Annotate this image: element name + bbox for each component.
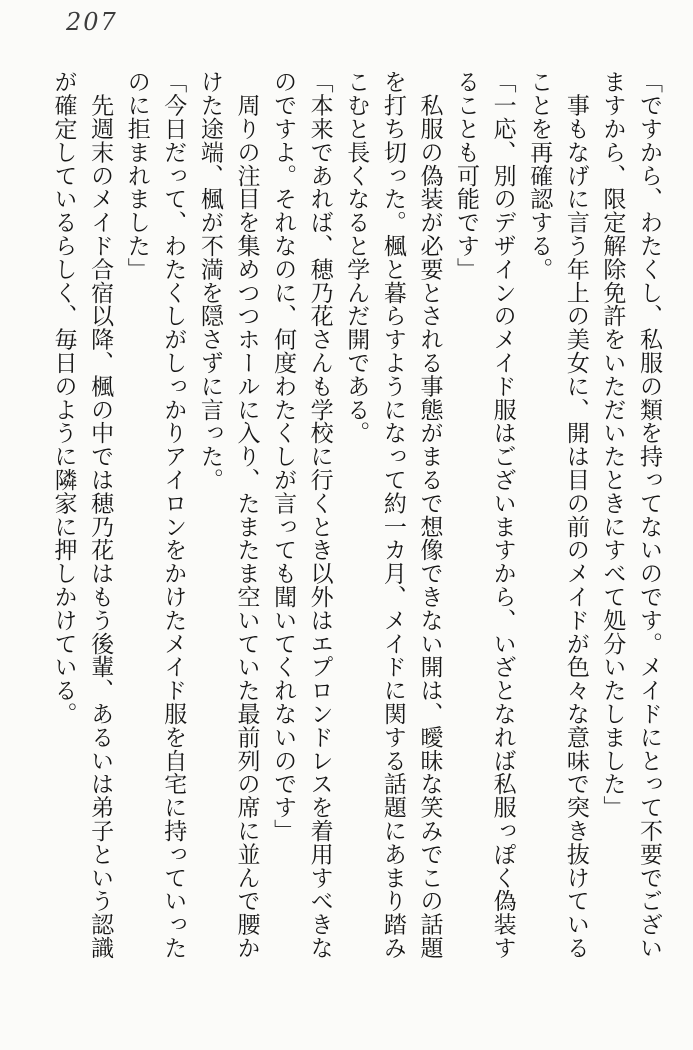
text-column: のですよ。それなのに、何度わたくしが言っても聞いてくれないのです」 — [270, 70, 297, 843]
text-block — [45, 70, 667, 966]
text-column: 事もなげに言う年上の美女に、開は目の前のメイドが色々な意味で突き抜けている — [562, 70, 589, 960]
text-column: が確定しているらしく、毎日のように隣家に押しかけている。 — [50, 70, 77, 726]
page-number: 207 — [66, 8, 118, 36]
text-column: ますから、限定解除免許をいただいたときにすべて処分いたしました」 — [599, 70, 626, 819]
text-column: 「本来であれば、穂乃花さんも学校に行くとき以外はエプロンドレスを着用すべきな — [306, 70, 333, 960]
text-column: こむと長くなると学んだ開である。 — [343, 70, 370, 445]
text-column: ことを再確認する。 — [526, 70, 553, 281]
text-column: 私服の偽装が必要とされる事態がまるで想像できない開は、曖昧な笑みでこの話題 — [416, 70, 443, 960]
text-column: 「ですから、わたくし、私服の類を持ってないのです。メイドにとって不要でござい — [636, 70, 662, 960]
text-column: ることも可能です」 — [453, 70, 480, 281]
text-column: けた途端、楓が不満を隠さずに言った。 — [196, 70, 223, 492]
text-column: 先週末のメイド合宿以降、楓の中では穂乃花はもう後輩、あるいは弟子という認識 — [87, 70, 114, 960]
text-column: を打ち切った。楓と暮らすようになって約一カ月、メイドに関する話題にあまり踏み — [379, 70, 406, 960]
text-column: 周りの注目を集めつつホールに入り、たまたま空いていた最前列の席に並んで腰か — [233, 70, 260, 960]
text-column: 「今日だって、わたくしがしっかりアイロンをかけたメイド服を自宅に持っていった — [160, 70, 187, 960]
text-column: 「一応、別のデザインのメイド服はございますから、いざとなれば私服っぽく偽装す — [489, 70, 516, 960]
text-column: のに拒まれました」 — [123, 70, 150, 281]
